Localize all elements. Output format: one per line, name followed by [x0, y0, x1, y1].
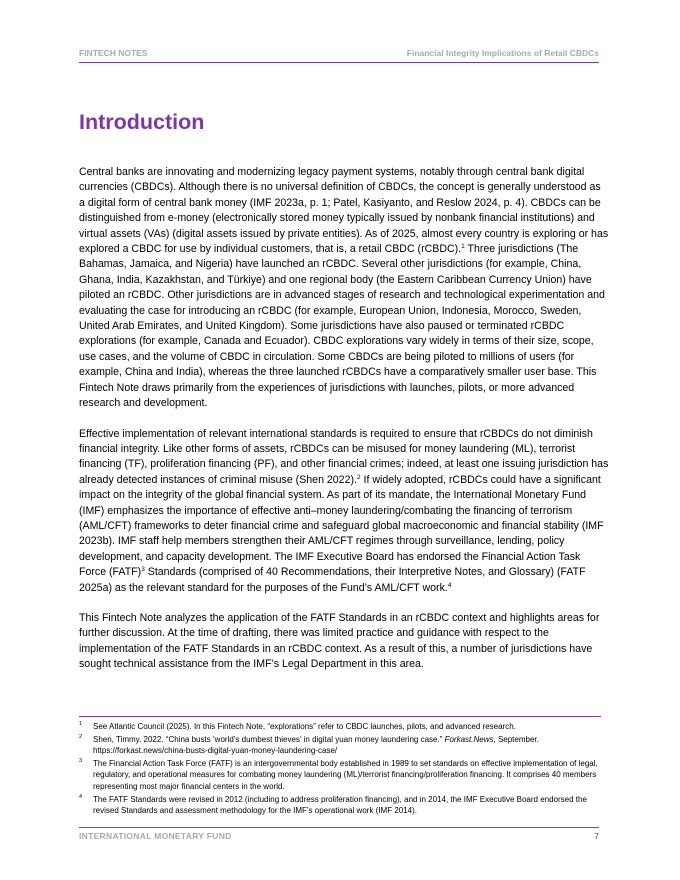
footnote-source-title: Forkast.News: [444, 734, 494, 744]
footnote-url-link[interactable]: , September. https://forkast.news/china-busts-digital-yuan-money-laundering-case/: [93, 734, 539, 756]
footnote-1: [79, 721, 601, 732]
paragraph-2-part-c: Standards (comprised of 40 Recommendations, their Interpretive Notes, and Glossary) (FATF 2025a) as the relevant standard for the purposes of the Fund’s AML/CFT work.: [79, 566, 586, 594]
footnote-text: The FATF Standards were revised in 2012 (including to address proliferation financing), and in 2014, the IMF Executive Board endorsed the revised Standards and assessment methodology for the IMF’s operational work (IMF 2014).: [93, 794, 587, 815]
body-text: [79, 165, 609, 688]
footnote-ref-2[interactable]: 2: [356, 473, 361, 481]
footnote-number: 3: [79, 758, 83, 765]
running-header: [79, 46, 599, 63]
paragraph-2-part-b: If widely adopted, rCBDCs could have a significant impact on the integrity of the global financial system. As part of its mandate, the International Monetary Fund (IMF) emphasizes the importance of effective anti–money laundering/combating the financing of terrorism (AML/CFT) frameworks to deter financial crime and safeguard global macroeconomic and financial stability (IMF 2023b). IMF staff help members strengthen their AML/CFT regimes through surveillance, lending, policy development, and capacity development. The IMF Executive Board has endorsed the Financial Action Task Force (FATF): [79, 473, 604, 579]
footnote-divider: [79, 716, 601, 717]
footnote-4: [79, 794, 601, 817]
footnote-text: The Financial Action Task Force (FATF) is an intergovernmental body established in 1989 to set standards on effective implementation of legal, regulatory, and operational measures for combating money laundering (ML)/terrorist financing/proliferation financing. It comprises 40 members representing most major financial centers in the world.: [93, 759, 598, 791]
paragraph-2-part-a: Effective implementation of relevant international standards is required to ensure that rCBDCs do not diminish financial integrity. Like other forms of assets, rCBDCs can be misused for money laundering (ML), terrorist financing (TF), proliferation financing (PF), and other financial crimes; indeed, at least one issuing jurisdiction has already detected instances of criminal misuse (Shen 2022).: [79, 427, 609, 486]
section-title: Introduction: [79, 110, 205, 134]
footnote-3: [79, 758, 601, 792]
footnote-ref-1[interactable]: 1: [461, 243, 465, 251]
footnote-2: [79, 734, 601, 757]
footnote-text: See Atlantic Council (2025). In this Fintech Note, “explorations” refer to CBDC launches, pilots, and advanced research.: [93, 722, 516, 731]
paragraph-1-part-a: Central banks are innovating and modernizing legacy payment systems, notably through central bank digital currencies (CBDCs). Although there is no universal definition of CBDCs, the concept is generally understood as a digital form of central bank money (IMF 2023a, p. 1; Patel, Kasiyanto, and Reslow 2024, p. 4). CBDCs can be distinguished from e-money (electronically stored money typically issued by nonbank financial institutions) and virtual assets (VAs) (digital assets issued by private entities). As of 2025, almost every country is exploring or has explored a CBDC for use by individual customers, that is, a retail CBDC (rCBDC).: [79, 166, 609, 256]
footnote-number: 4: [79, 793, 83, 800]
footnote-ref-4[interactable]: 4: [447, 581, 452, 589]
footnote-number: 2: [79, 733, 83, 740]
footnotes: [79, 721, 601, 818]
paragraph-2: [79, 427, 609, 596]
paragraph-1: [79, 165, 609, 412]
header-series-label: FINTECH NOTES: [79, 48, 148, 58]
running-footer: [79, 827, 599, 842]
footnote-number: 1: [79, 721, 83, 727]
footnote-ref-3[interactable]: 3: [141, 566, 145, 574]
page-number: 7: [594, 831, 599, 841]
footnote-text: Shen, Timmy. 2022. “China busts ‘world’s dumbest thieves’ in digital yuan money laundering case.”: [93, 734, 445, 744]
paragraph-3: This Fintech Note analyzes the application of the FATF Standards in an rCBDC context and highlights areas for further discussion. At the time of drafting, there was limited practice and guidance with respect to the implementation of the FATF Standards in an rCBDC context. As a result of this, a number of jurisdictions have sought technical assistance from the IMF’s Legal Department in this area.: [79, 611, 600, 671]
paragraph-1-part-b: Three jurisdictions (The Bahamas, Jamaica, and Nigeria) have launched an rCBDC. Several other jurisdictions (for example, China, Ghana, India, Kazakhstan, and Türkiye) and one regional body (the Eastern Caribbean Currency Union) have piloted an rCBDC. Other jurisdictions are in advanced stages of research and technological experimentation and evaluating the case for introducing an rCBDC (for example, European Union, Indonesia, Morocco, Sweden, United Arab Emirates, and United Kingdom). Some jurisdictions have also paused or terminated rCBDC explorations (for example, Canada and Ecuador). CBDC explorations vary widely in terms of their size, scope, use cases, and the volume of CBDC in circulation. Some CBDCs are being piloted to millions of users (for example, China and India), whereas the three launched rCBDCs have a comparatively smaller user base. This Fintech Note draws primarily from the experiences of jurisdictions with launches, pilots, or more advanced research and development.: [79, 243, 605, 410]
header-document-title: Financial Integrity Implications of Retail CBDCs: [406, 48, 599, 58]
footer-publisher: INTERNATIONAL MONETARY FUND: [79, 831, 232, 841]
